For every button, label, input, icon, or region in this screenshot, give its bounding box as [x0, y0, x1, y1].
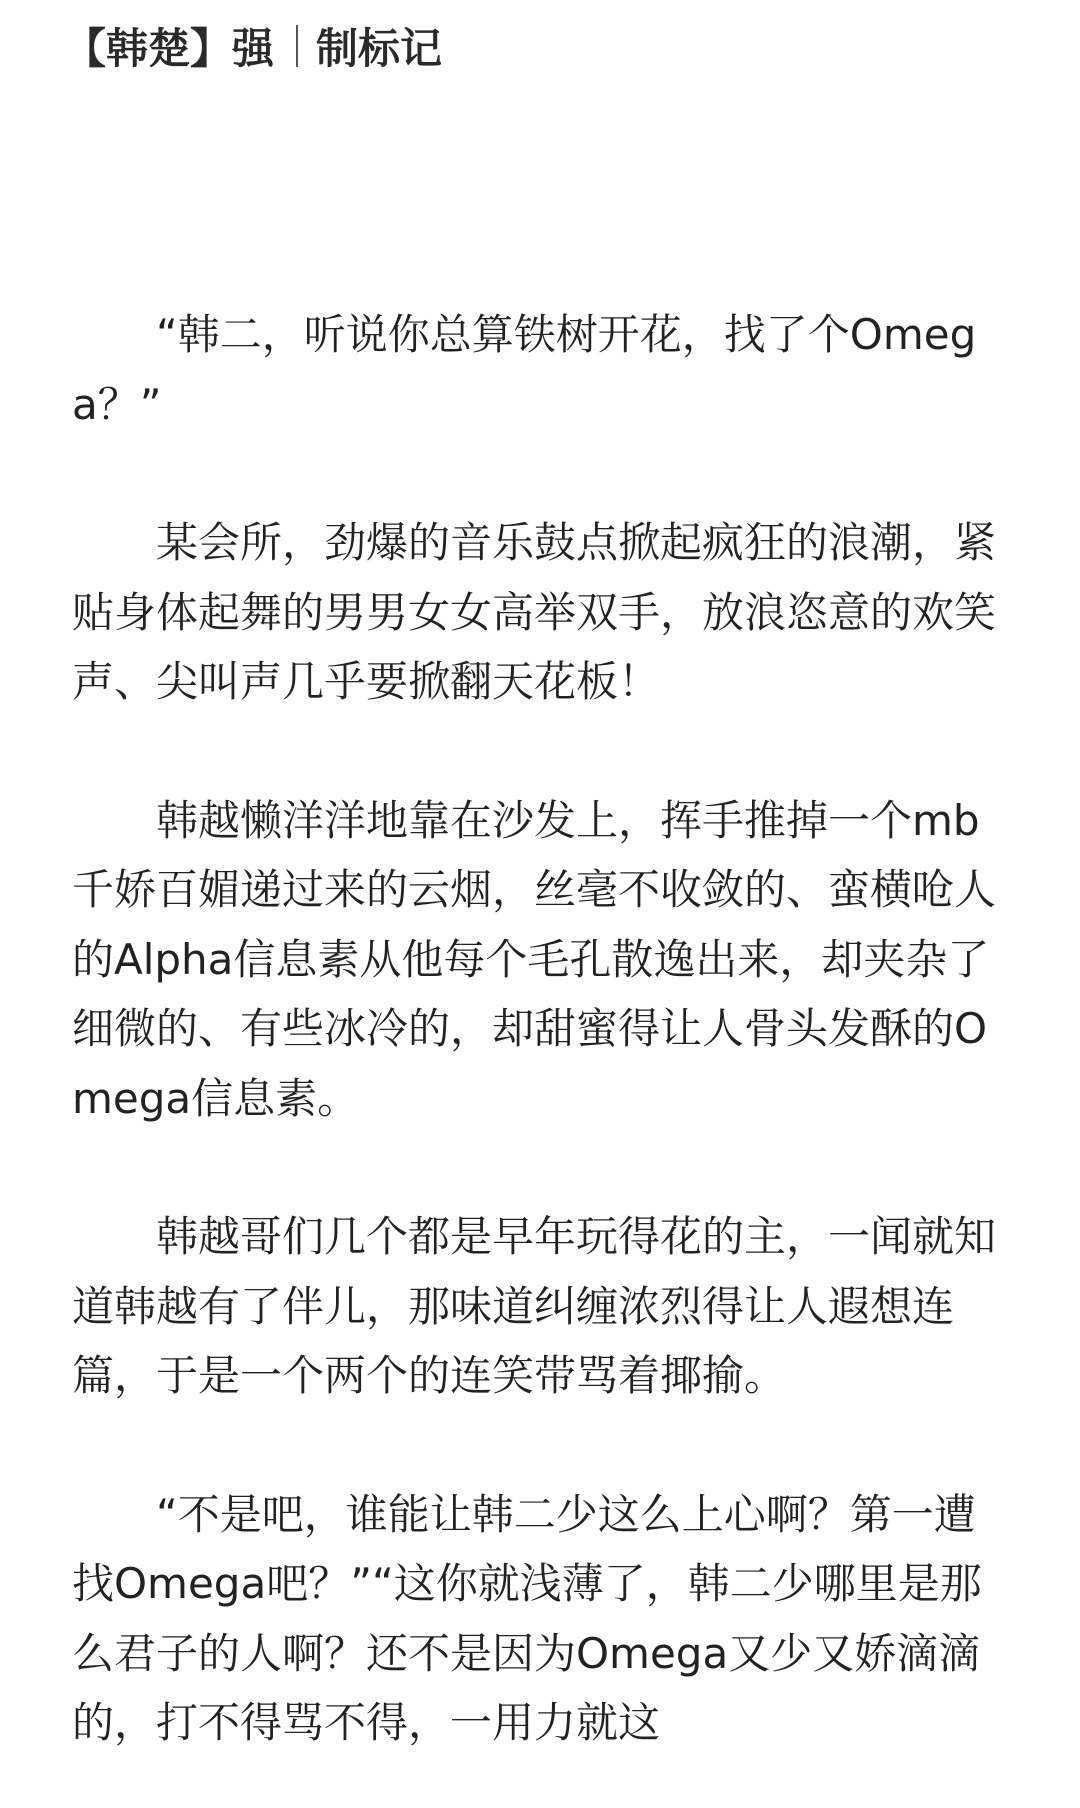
article-paragraph: 韩越懒洋洋地靠在沙发上，挥手推掉一个mb千娇百媚递过来的云烟，丝毫不收敛的、蛮横呛人的Alpha信息素从他每个毛孔散逸出来，却夹杂了细微的、有些冰冷的，却甜蜜得让人骨头发酥的Omega信息素。: [72, 795, 997, 1123]
article-paragraph: 韩越哥们几个都是早年玩得花的主，一闻就知道韩越有了伴儿，那味道纠缠浓烈得让人遐想连篇，于是一个两个的连笑带骂着揶揄。: [72, 1212, 997, 1400]
article-paragraph: “韩二，听说你总算铁树开花，找了个Omega？”: [72, 310, 977, 429]
post-subtitle: 制标记: [316, 24, 443, 73]
article-body: [72, 300, 1007, 1758]
article-paragraph: “不是吧，谁能让韩二少这么上心啊？第一遭找Omega吧？”“这你就浅薄了，韩二少哪里是那么君子的人啊？还不是因为Omega又少又娇滴滴的，打不得骂不得，一用力就这: [72, 1489, 982, 1747]
post-header: [64, 18, 442, 74]
post-title: 【韩楚】强: [64, 24, 275, 73]
title-divider: [296, 25, 298, 67]
article-paragraph: 某会所，劲爆的音乐鼓点掀起疯狂的浪潮，紧贴身体起舞的男男女女高举双手，放浪恣意的欢笑声、尖叫声几乎要掀翻天花板！: [72, 518, 997, 706]
